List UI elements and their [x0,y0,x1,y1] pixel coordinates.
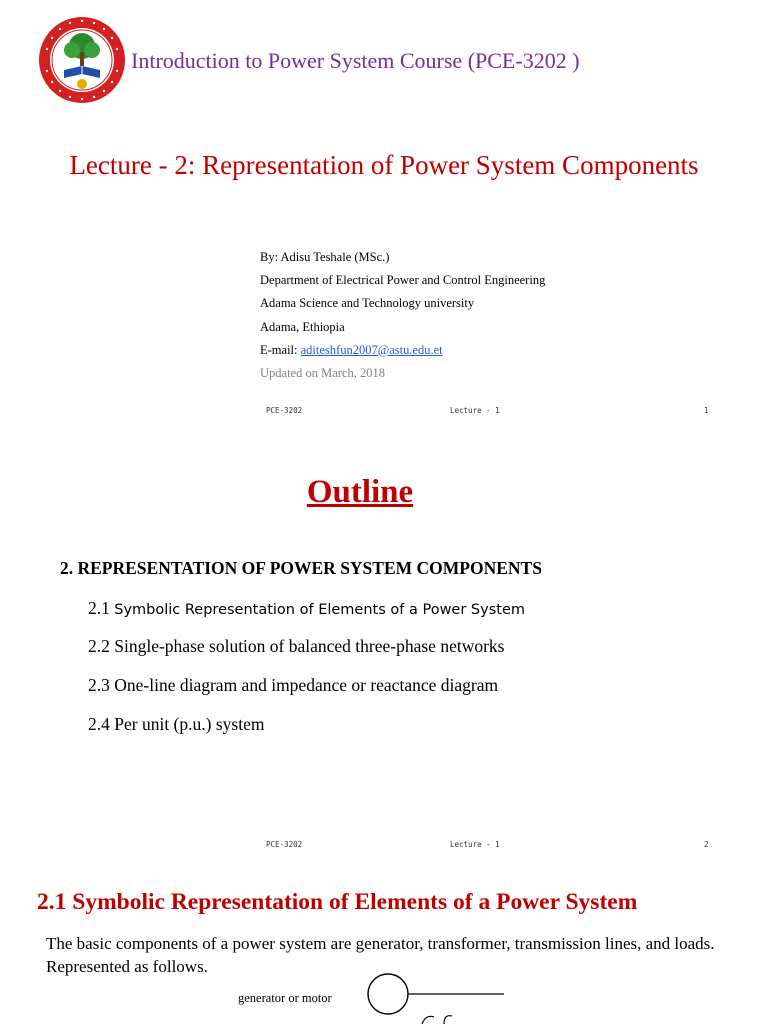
footer-course-code: PCE-3202 [266,840,303,849]
outline-item-number: 2.1 [88,598,115,618]
author-location: Adama, Ethiopia [260,319,345,334]
email-link[interactable]: aditeshfun2007@astu.edu.et [300,342,443,357]
outline-item: 2.3 One-line diagram and impedance or reactance diagram [88,675,499,695]
author-info [260,246,545,385]
symbols-slide [0,862,768,1024]
author-department: Department of Electrical Power and Control Engineering [260,273,546,288]
updated-date: Updated on March, 2018 [260,366,385,381]
author-university: Adama Science and Technology university [260,296,475,311]
author-email-line [260,339,545,362]
outline-title: Outline [306,474,414,510]
generator-label: generator or motor [238,991,332,1005]
lecture-title: Lecture - 2: Representation of Power System Components [69,150,699,180]
outline-item-text: Symbolic Representation of Elements of a Power System [114,602,525,618]
footer-lecture: Lecture - 1 [450,406,500,415]
email-label: E-mail: [260,342,301,357]
generator-circle-symbol-icon [364,970,514,1024]
outline-item [88,598,525,619]
outline-slide [0,430,768,862]
university-seal-icon [38,16,126,104]
section-heading: 2. REPRESENTATION OF POWER SYSTEM COMPONENTS [60,558,542,578]
outline-item: 2.4 Per unit (p.u.) system [88,714,265,734]
course-title: Introduction to Power System Course (PCE-3202 ) [131,48,580,73]
footer-page-number: 1 [704,406,709,415]
footer-page-number: 2 [704,840,709,849]
section-title: 2.1 Symbolic Representation of Elements of a Power System [37,889,638,915]
title-slide [0,0,768,430]
body-text: The basic components of a power system are generator, transformer, transmission lines, and loads. Represented as follows. [46,934,715,976]
footer-lecture: Lecture - 1 [450,840,500,849]
footer-course-code: PCE-3202 [266,406,303,415]
author-name: By: Adisu Teshale (MSc.) [260,250,390,264]
outline-item: 2.2 Single-phase solution of balanced three-phase networks [88,636,505,656]
